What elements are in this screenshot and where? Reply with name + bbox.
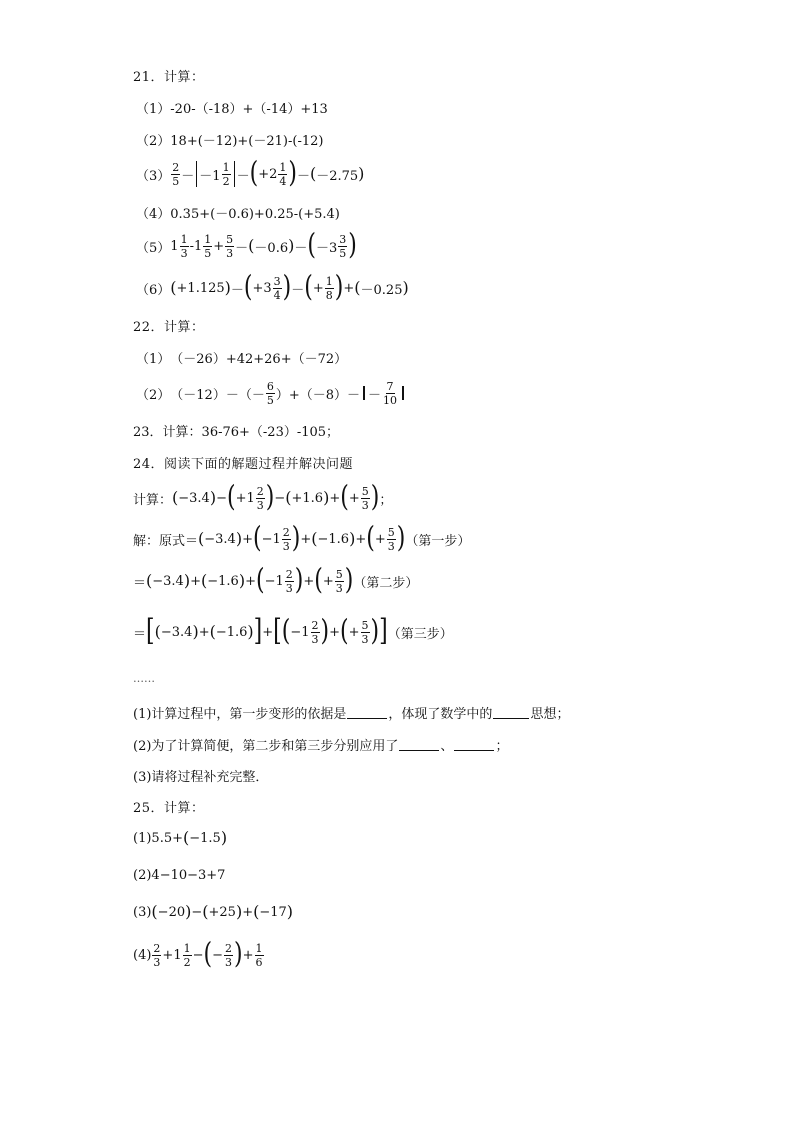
- paren: ): [334, 271, 344, 304]
- fraction: $\frac{2}{5}$: [172, 160, 180, 188]
- paren: ): [235, 529, 243, 548]
- part-label: (3): [133, 904, 152, 920]
- paren: ): [238, 571, 246, 590]
- paren: (: [253, 522, 262, 555]
- fraction: $\frac{1}{8}$: [325, 274, 333, 302]
- operator: +: [245, 573, 256, 589]
- paren: (: [366, 522, 375, 555]
- operator: +: [329, 624, 341, 640]
- q25-part1: [133, 830, 227, 846]
- label: 计算：: [133, 492, 173, 508]
- paren: ): [402, 278, 409, 297]
- text: ；: [495, 739, 509, 754]
- operator: +: [329, 490, 341, 506]
- paren: ): [234, 938, 243, 971]
- expression: （－12）－（－: [170, 387, 265, 403]
- paren: (: [209, 622, 216, 641]
- operator: －: [236, 168, 250, 184]
- operator: +: [242, 904, 254, 920]
- whole: −1: [261, 531, 281, 547]
- q25-part2: [133, 868, 225, 883]
- q24-sub1: [133, 703, 569, 722]
- fraction: $\frac{2}{3}$: [225, 941, 232, 969]
- q25-part4: [133, 938, 265, 972]
- paren: (: [311, 529, 318, 548]
- paren: ): [288, 236, 295, 255]
- part-label: （5）: [136, 240, 171, 256]
- paren: (: [202, 902, 209, 921]
- fraction: $\frac{2}{3}$: [285, 567, 293, 595]
- q21-part1: [136, 98, 328, 117]
- paren: ): [294, 564, 304, 597]
- expression: 18+(－12)+(－21)-(-12): [170, 134, 324, 149]
- fraction: $\frac{5}{3}$: [226, 232, 234, 260]
- paren: (: [314, 564, 323, 597]
- paren: ): [235, 902, 243, 921]
- fraction: $\frac{1}{2}$: [183, 941, 191, 969]
- text: 、: [440, 739, 454, 754]
- sign: +: [374, 531, 386, 547]
- fraction: $\frac{5}{3}$: [335, 567, 343, 595]
- part-label: (1): [133, 830, 152, 846]
- paren: ): [192, 622, 199, 641]
- paren: ): [265, 481, 275, 514]
- part-label: （1）: [136, 102, 171, 117]
- bracket: ]: [379, 614, 388, 649]
- bracket: [: [146, 614, 155, 649]
- paren: ): [370, 481, 380, 514]
- paren: ): [358, 164, 365, 183]
- sign: －: [368, 387, 382, 403]
- paren: ): [247, 622, 254, 641]
- label: ＝: [133, 575, 147, 591]
- q21-part4: [136, 203, 340, 222]
- operator: −: [191, 904, 203, 920]
- paren: ): [348, 229, 357, 262]
- fraction: $\frac{1}{5}$: [204, 232, 212, 260]
- q25-title: 25．计算：: [133, 801, 205, 816]
- whole: +3: [252, 280, 272, 296]
- operator: +: [190, 573, 201, 589]
- expression: 0.35+(－0.6)+0.25-(+5.4): [170, 207, 340, 222]
- fraction: $\frac{3}{4}$: [273, 274, 281, 302]
- number: −3.4: [160, 624, 193, 640]
- operator: －: [291, 282, 305, 298]
- paren: ): [185, 902, 192, 921]
- answer-blank[interactable]: [493, 706, 529, 719]
- abs-bar: [402, 386, 404, 400]
- q22-part2: [136, 376, 407, 410]
- answer-blank[interactable]: [454, 738, 494, 751]
- paren: (: [203, 938, 213, 971]
- whole: +1: [235, 490, 255, 506]
- paren: (: [255, 564, 265, 597]
- q21-part3: [136, 158, 364, 190]
- q21-title: 21．计算：: [133, 70, 205, 85]
- paren: ): [323, 488, 330, 507]
- paren: (: [146, 571, 153, 590]
- punctuation: ；: [379, 492, 393, 508]
- paren: (: [253, 902, 260, 921]
- number: −17: [259, 904, 287, 920]
- text: 思想；: [530, 707, 570, 722]
- number: －0.25: [360, 282, 403, 298]
- paren: (: [183, 828, 190, 847]
- operator: +: [300, 531, 312, 547]
- paren: ): [224, 278, 231, 297]
- q24-calc: [133, 481, 392, 515]
- text: (1)计算过程中，第一步变形的依据是: [133, 707, 347, 722]
- operator: +1: [162, 947, 182, 963]
- q24-title: 24．阅读下面的解题过程并解决问题: [133, 457, 354, 472]
- operator: +: [262, 624, 274, 640]
- paren: ): [183, 571, 191, 590]
- number: −1.6: [215, 624, 248, 640]
- text: ，体现了数学中的: [388, 707, 493, 722]
- paren: (: [227, 481, 236, 514]
- ellipsis: ……: [133, 672, 155, 685]
- fraction: $\frac{6}{5}$: [266, 379, 274, 407]
- expression: ）+（－8）－: [275, 387, 360, 403]
- number: −3.4: [204, 531, 236, 547]
- q24-sub3: (3)请将过程补充完整．: [133, 770, 269, 785]
- part-label: （4）: [136, 207, 171, 222]
- bracket: ]: [253, 614, 263, 649]
- fraction: $\frac{3}{5}$: [339, 232, 347, 260]
- fraction: $\frac{5}{3}$: [361, 484, 369, 512]
- paren: (: [243, 271, 253, 304]
- answer-blank[interactable]: [399, 738, 439, 751]
- label: ＝: [133, 626, 147, 642]
- number: −1.5: [189, 830, 221, 846]
- q22-part1: [136, 348, 347, 367]
- paren: (: [172, 488, 179, 507]
- part-label: (4): [133, 947, 152, 963]
- step-note: （第一步）: [405, 533, 471, 549]
- fraction: $\frac{1}{4}$: [279, 160, 287, 188]
- paren: (: [307, 229, 316, 262]
- number: −3.4: [178, 490, 210, 506]
- operator: -: [189, 238, 194, 254]
- paren: (: [201, 571, 208, 590]
- paren: ): [370, 615, 380, 648]
- sign: +: [348, 624, 360, 640]
- fraction: $\frac{1}{6}$: [255, 941, 263, 969]
- paren: ): [320, 615, 330, 648]
- fraction: $\frac{2}{3}$: [153, 941, 161, 969]
- part-label: （6）: [136, 282, 171, 298]
- paren: (: [354, 278, 361, 297]
- fraction: $\frac{1}{3}$: [180, 232, 188, 260]
- paren: (: [309, 164, 317, 183]
- q21-part6: [136, 272, 409, 304]
- fraction: $\frac{2}{3}$: [311, 618, 319, 646]
- paren: (: [198, 529, 205, 548]
- paren: (: [170, 278, 177, 297]
- operator: －: [235, 240, 249, 256]
- number: －0.6: [254, 240, 289, 256]
- q24-step2: [133, 564, 418, 598]
- text: (2)为了计算简便，第二步和第三步分别应用了: [133, 739, 399, 754]
- q21-part2: [136, 130, 323, 149]
- paren: ): [344, 564, 354, 597]
- abs-bar: [234, 161, 235, 187]
- operator: +: [242, 947, 254, 963]
- sign: +: [348, 490, 360, 506]
- expression: （－26）+42+26+（－72）: [170, 352, 348, 367]
- operator: −: [192, 947, 204, 963]
- part-label: （2）: [136, 387, 171, 403]
- paren: ): [282, 271, 292, 304]
- part-label: （2）: [136, 134, 171, 149]
- paren: ): [209, 488, 217, 507]
- operator: +: [303, 573, 315, 589]
- part-label: (2): [133, 868, 152, 883]
- q25-part3: [133, 904, 293, 920]
- q24-step1: [133, 522, 470, 556]
- expression: -20-（-18）+（-14）+13: [170, 102, 328, 117]
- paren: (: [154, 622, 161, 641]
- q21-part5: [136, 230, 357, 262]
- q23-text: 23．计算：36-76+（-23）-105；: [133, 425, 340, 440]
- fraction: $\frac{5}{3}$: [387, 525, 395, 553]
- abs-bar: [363, 386, 365, 400]
- paren: (: [248, 236, 255, 255]
- paren: ): [286, 902, 294, 921]
- fraction: $\frac{2}{3}$: [256, 484, 264, 512]
- paren: (: [304, 271, 313, 304]
- part-label: （1）: [136, 352, 171, 367]
- operator: −: [274, 490, 286, 506]
- operator: －: [230, 282, 244, 298]
- number: −1.6: [317, 531, 350, 547]
- number: +1.6: [291, 490, 324, 506]
- step-note: （第二步）: [353, 575, 419, 591]
- paren: ): [220, 828, 228, 847]
- operator: +: [343, 280, 355, 296]
- number: +25: [208, 904, 236, 920]
- paren: ): [291, 522, 301, 555]
- operator: +: [198, 624, 210, 640]
- fraction: $\frac{2}{3}$: [282, 525, 290, 553]
- expression: 5.5+: [151, 830, 183, 846]
- operator: +: [242, 531, 253, 547]
- sign: −: [212, 947, 223, 963]
- number: －2.75: [316, 168, 359, 184]
- paren: (: [285, 488, 292, 507]
- paren: (: [281, 615, 291, 648]
- paren: (: [249, 157, 259, 190]
- whole: －1: [199, 168, 221, 184]
- label: 解：原式＝: [133, 533, 199, 549]
- number: +1.125: [176, 280, 225, 296]
- q22-title: 22．计算：: [133, 320, 205, 335]
- paren: ): [396, 522, 406, 555]
- paren: (: [340, 615, 349, 648]
- sign: +: [322, 573, 334, 589]
- q24-sub2: [133, 735, 508, 754]
- number: −20: [157, 904, 186, 920]
- fraction: $\frac{7}{10}$: [383, 379, 398, 407]
- bracket: [: [273, 614, 282, 649]
- paren: ): [349, 529, 356, 548]
- operator: －: [296, 168, 310, 184]
- part-label: （3）: [136, 168, 171, 184]
- whole: −1: [290, 624, 310, 640]
- operator: +: [355, 531, 367, 547]
- operator: −: [216, 490, 227, 506]
- paren: (: [340, 481, 349, 514]
- whole: 1: [193, 238, 203, 254]
- whole: 1: [170, 238, 179, 254]
- operator: －: [181, 168, 195, 184]
- whole: −1: [264, 573, 284, 589]
- fraction: $\frac{5}{3}$: [361, 618, 369, 646]
- number: −3.4: [152, 573, 184, 589]
- expression: 4−10−3+7: [151, 868, 226, 883]
- paren: ): [288, 157, 297, 190]
- answer-blank[interactable]: [347, 706, 387, 719]
- sign: +: [312, 280, 324, 296]
- q24-step3: [133, 614, 453, 650]
- fraction: $\frac{1}{2}$: [222, 160, 230, 188]
- operator: －: [294, 240, 308, 256]
- whole: －3: [315, 240, 338, 256]
- paren: (: [151, 902, 158, 921]
- whole: +2: [258, 166, 278, 182]
- abs-bar: [196, 161, 197, 187]
- number: −1.6: [207, 573, 239, 589]
- step-note: （第三步）: [387, 626, 453, 642]
- operator: +: [213, 238, 225, 254]
